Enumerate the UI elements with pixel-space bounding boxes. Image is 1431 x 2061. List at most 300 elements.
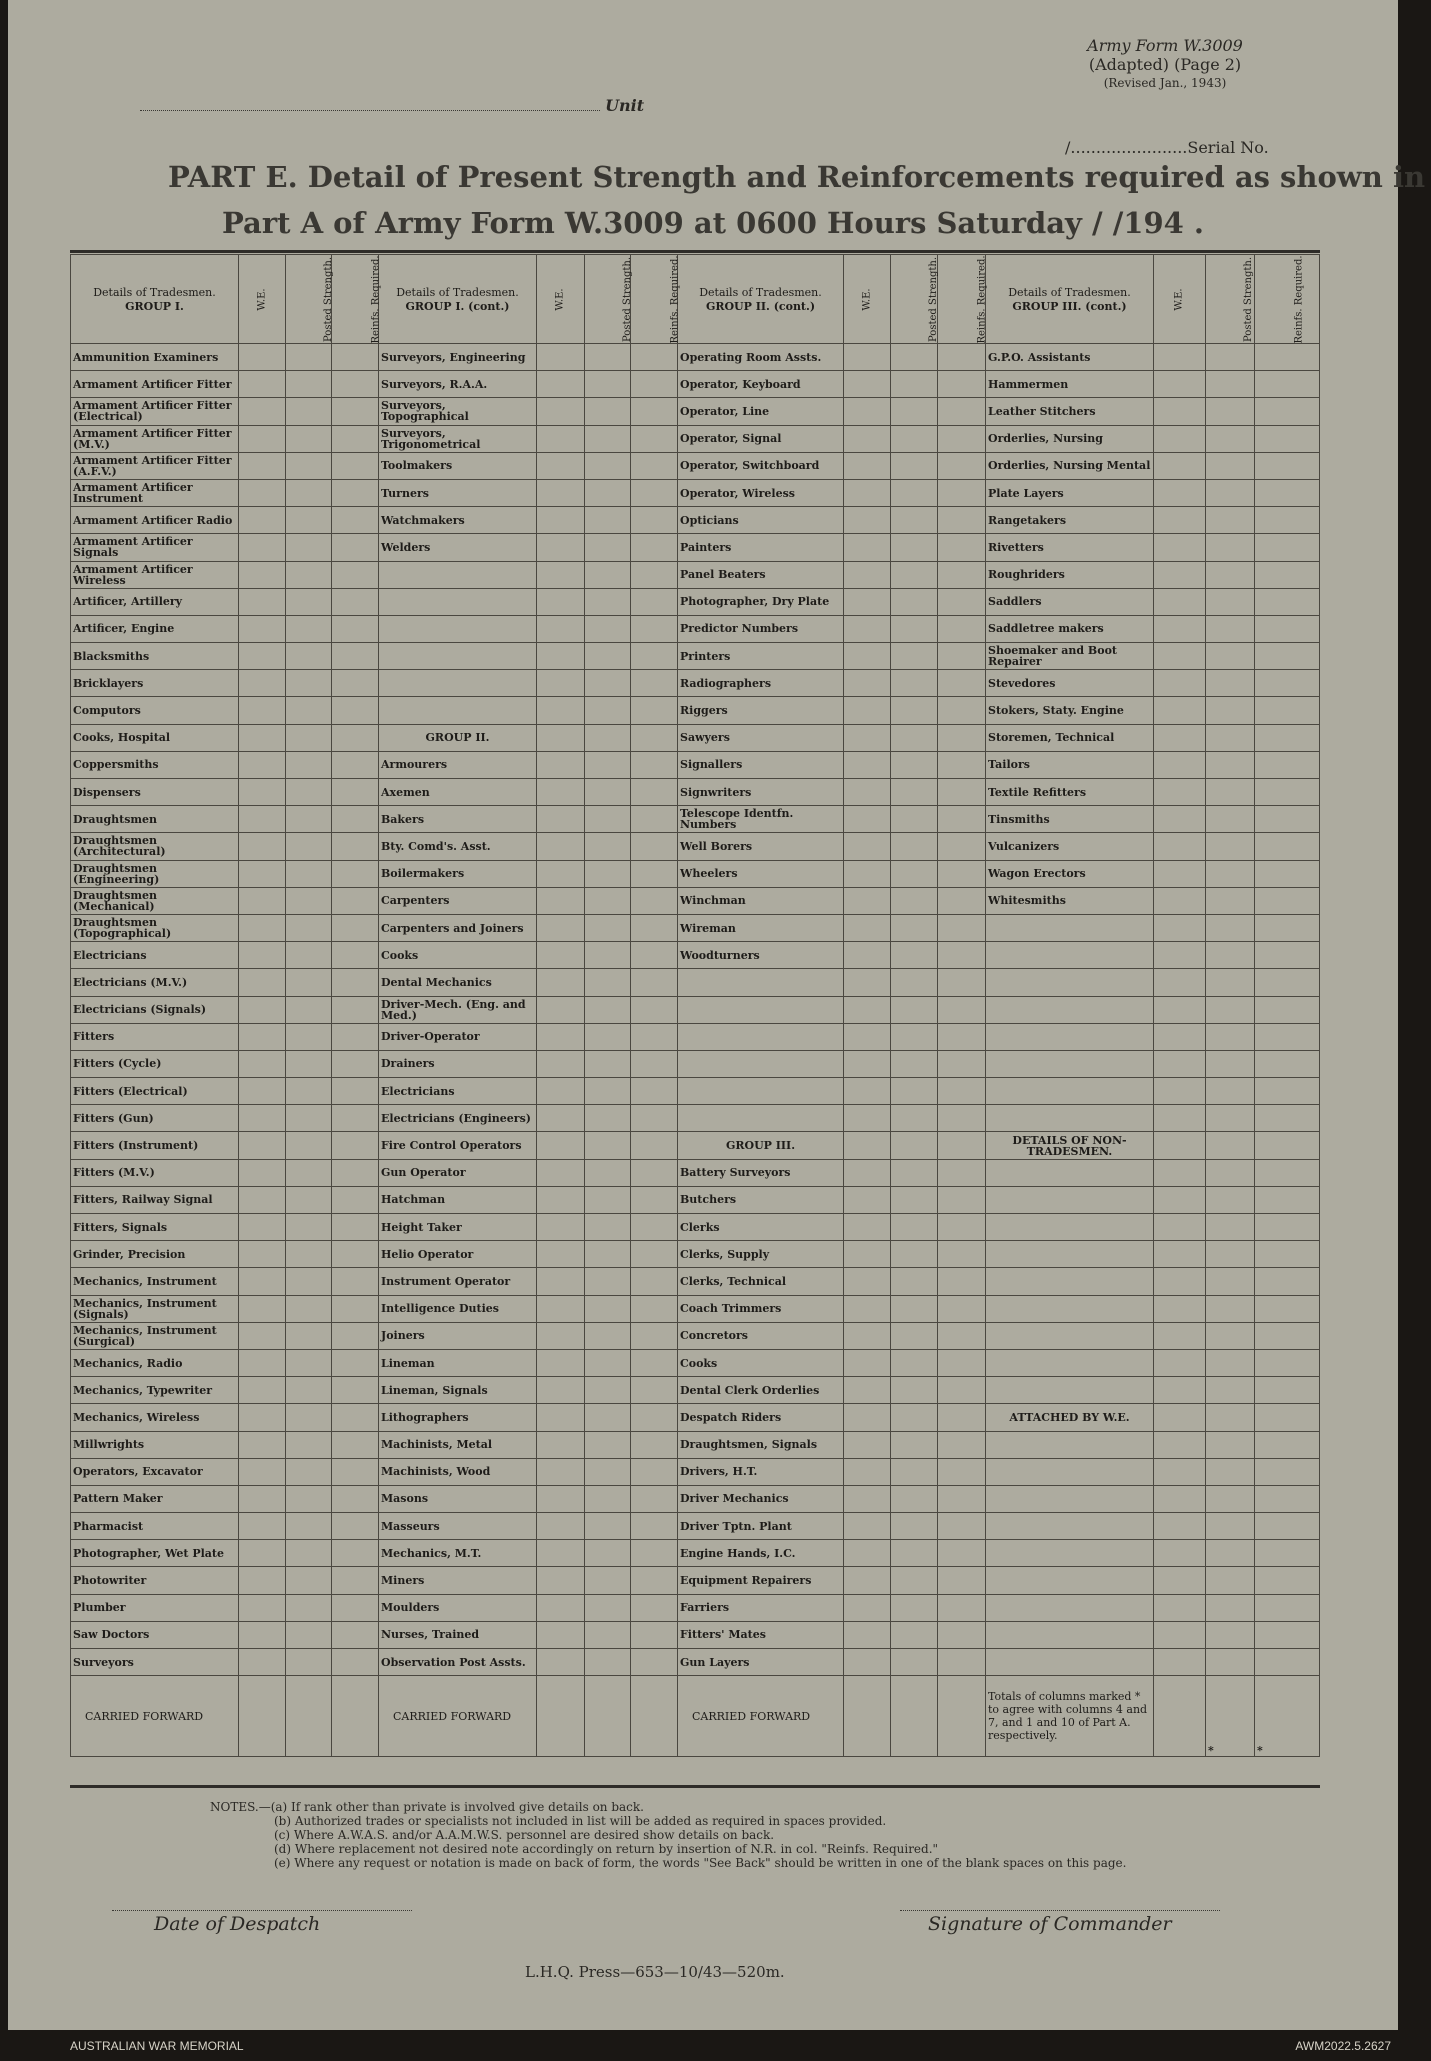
we-cell[interactable] xyxy=(537,1349,585,1376)
posted-cell[interactable] xyxy=(585,1377,631,1404)
we-cell[interactable] xyxy=(1154,1050,1206,1077)
reinfs-cell[interactable] xyxy=(631,1513,678,1540)
we-cell[interactable] xyxy=(537,751,585,778)
we-cell[interactable] xyxy=(537,670,585,697)
we-cell[interactable] xyxy=(844,942,891,969)
reinfs-cell[interactable] xyxy=(1255,1458,1320,1485)
we-cell[interactable] xyxy=(1154,1621,1206,1648)
reinfs-cell[interactable] xyxy=(631,425,678,452)
we-cell[interactable] xyxy=(1154,344,1206,371)
we-cell[interactable] xyxy=(537,833,585,860)
reinfs-cell[interactable] xyxy=(938,643,986,670)
we-cell[interactable] xyxy=(1154,1649,1206,1676)
posted-cell[interactable] xyxy=(891,1540,938,1567)
posted-cell[interactable] xyxy=(891,1295,938,1322)
we-cell[interactable] xyxy=(844,479,891,506)
posted-cell[interactable] xyxy=(286,534,332,561)
posted-cell[interactable] xyxy=(286,779,332,806)
posted-cell[interactable] xyxy=(1206,1078,1255,1105)
posted-cell[interactable] xyxy=(286,1485,332,1512)
posted-cell[interactable] xyxy=(891,724,938,751)
posted-cell[interactable] xyxy=(1206,914,1255,941)
posted-cell[interactable] xyxy=(585,1404,631,1431)
reinfs-cell[interactable] xyxy=(1255,914,1320,941)
we-cell[interactable] xyxy=(844,751,891,778)
posted-cell[interactable] xyxy=(286,1431,332,1458)
we-cell[interactable] xyxy=(239,1621,286,1648)
we-cell[interactable] xyxy=(239,1186,286,1213)
posted-cell[interactable] xyxy=(585,969,631,996)
reinfs-cell[interactable] xyxy=(938,697,986,724)
posted-cell[interactable] xyxy=(585,751,631,778)
reinfs-cell[interactable] xyxy=(938,1567,986,1594)
posted-cell[interactable] xyxy=(585,833,631,860)
we-cell[interactable] xyxy=(1154,1023,1206,1050)
reinfs-cell[interactable] xyxy=(332,1594,379,1621)
we-cell[interactable] xyxy=(1154,1458,1206,1485)
we-cell[interactable] xyxy=(844,914,891,941)
posted-cell[interactable] xyxy=(891,1676,938,1757)
reinfs-cell[interactable] xyxy=(938,1404,986,1431)
posted-cell[interactable] xyxy=(286,914,332,941)
reinfs-cell[interactable] xyxy=(332,1540,379,1567)
we-cell[interactable] xyxy=(537,724,585,751)
we-cell[interactable] xyxy=(537,398,585,425)
reinfs-cell[interactable] xyxy=(332,806,379,833)
reinfs-cell[interactable] xyxy=(332,1431,379,1458)
we-cell[interactable] xyxy=(537,1485,585,1512)
we-cell[interactable] xyxy=(239,425,286,452)
we-cell[interactable] xyxy=(537,371,585,398)
we-cell[interactable] xyxy=(537,1214,585,1241)
we-cell[interactable] xyxy=(1154,507,1206,534)
reinfs-cell[interactable] xyxy=(1255,588,1320,615)
reinfs-cell[interactable] xyxy=(1255,561,1320,588)
posted-cell[interactable] xyxy=(1206,751,1255,778)
we-cell[interactable] xyxy=(844,1621,891,1648)
reinfs-cell[interactable] xyxy=(938,344,986,371)
reinfs-cell[interactable] xyxy=(1255,724,1320,751)
we-cell[interactable] xyxy=(844,1649,891,1676)
we-cell[interactable] xyxy=(844,697,891,724)
posted-cell[interactable] xyxy=(891,398,938,425)
reinfs-cell[interactable] xyxy=(332,942,379,969)
posted-cell[interactable] xyxy=(1206,1458,1255,1485)
posted-cell[interactable] xyxy=(891,1621,938,1648)
reinfs-cell[interactable] xyxy=(631,1214,678,1241)
posted-cell[interactable] xyxy=(1206,507,1255,534)
posted-cell[interactable] xyxy=(891,479,938,506)
we-cell[interactable] xyxy=(844,1540,891,1567)
we-cell[interactable] xyxy=(844,779,891,806)
reinfs-cell[interactable] xyxy=(332,1132,379,1159)
posted-cell[interactable] xyxy=(585,425,631,452)
reinfs-cell[interactable] xyxy=(938,507,986,534)
posted-cell[interactable] xyxy=(1206,1132,1255,1159)
reinfs-cell[interactable] xyxy=(1255,534,1320,561)
posted-cell[interactable] xyxy=(286,371,332,398)
we-cell[interactable] xyxy=(844,1078,891,1105)
we-cell[interactable] xyxy=(239,1322,286,1349)
posted-cell[interactable] xyxy=(891,1078,938,1105)
reinfs-cell[interactable] xyxy=(332,479,379,506)
reinfs-cell[interactable] xyxy=(1255,833,1320,860)
reinfs-cell[interactable] xyxy=(938,1186,986,1213)
we-cell[interactable] xyxy=(239,1431,286,1458)
reinfs-cell[interactable] xyxy=(332,1295,379,1322)
posted-cell[interactable] xyxy=(1206,425,1255,452)
we-cell[interactable] xyxy=(537,1322,585,1349)
posted-cell[interactable] xyxy=(286,1676,332,1757)
posted-cell[interactable] xyxy=(891,1105,938,1132)
posted-total-cell[interactable]: * xyxy=(1206,1676,1255,1757)
we-cell[interactable] xyxy=(1154,887,1206,914)
we-cell[interactable] xyxy=(844,1023,891,1050)
posted-cell[interactable] xyxy=(1206,1540,1255,1567)
reinfs-cell[interactable] xyxy=(631,344,678,371)
reinfs-cell[interactable] xyxy=(1255,371,1320,398)
we-cell[interactable] xyxy=(239,1513,286,1540)
reinfs-cell[interactable] xyxy=(332,1377,379,1404)
posted-cell[interactable] xyxy=(585,452,631,479)
posted-cell[interactable] xyxy=(891,1649,938,1676)
posted-cell[interactable] xyxy=(286,1050,332,1077)
reinfs-cell[interactable] xyxy=(332,1404,379,1431)
posted-cell[interactable] xyxy=(286,1295,332,1322)
we-cell[interactable] xyxy=(239,1649,286,1676)
posted-cell[interactable] xyxy=(286,1649,332,1676)
we-cell[interactable] xyxy=(1154,942,1206,969)
reinfs-cell[interactable] xyxy=(631,534,678,561)
reinfs-cell[interactable] xyxy=(631,1159,678,1186)
we-cell[interactable] xyxy=(537,1078,585,1105)
reinfs-cell[interactable] xyxy=(938,887,986,914)
posted-cell[interactable] xyxy=(286,507,332,534)
reinfs-cell[interactable] xyxy=(332,1485,379,1512)
posted-cell[interactable] xyxy=(585,1540,631,1567)
we-cell[interactable] xyxy=(1154,1214,1206,1241)
reinfs-cell[interactable] xyxy=(631,479,678,506)
we-cell[interactable] xyxy=(239,969,286,996)
posted-cell[interactable] xyxy=(286,643,332,670)
reinfs-cell[interactable] xyxy=(1255,1649,1320,1676)
posted-cell[interactable] xyxy=(1206,779,1255,806)
we-cell[interactable] xyxy=(537,534,585,561)
reinfs-cell[interactable] xyxy=(1255,615,1320,642)
posted-cell[interactable] xyxy=(585,1431,631,1458)
reinfs-cell[interactable] xyxy=(332,1241,379,1268)
posted-cell[interactable] xyxy=(1206,1105,1255,1132)
we-cell[interactable] xyxy=(537,1676,585,1757)
posted-cell[interactable] xyxy=(585,615,631,642)
posted-cell[interactable] xyxy=(1206,1214,1255,1241)
reinfs-cell[interactable] xyxy=(332,425,379,452)
we-cell[interactable] xyxy=(537,1513,585,1540)
reinfs-cell[interactable] xyxy=(631,860,678,887)
reinfs-cell[interactable] xyxy=(938,1458,986,1485)
reinfs-cell[interactable] xyxy=(332,398,379,425)
posted-cell[interactable] xyxy=(286,1023,332,1050)
reinfs-cell[interactable] xyxy=(1255,887,1320,914)
reinfs-cell[interactable] xyxy=(631,779,678,806)
we-cell[interactable] xyxy=(537,344,585,371)
we-cell[interactable] xyxy=(537,969,585,996)
we-cell[interactable] xyxy=(1154,1268,1206,1295)
reinfs-cell[interactable] xyxy=(631,1295,678,1322)
posted-cell[interactable] xyxy=(1206,1377,1255,1404)
we-cell[interactable] xyxy=(844,1676,891,1757)
posted-cell[interactable] xyxy=(585,806,631,833)
posted-cell[interactable] xyxy=(585,1322,631,1349)
we-cell[interactable] xyxy=(1154,1105,1206,1132)
reinfs-cell[interactable] xyxy=(938,615,986,642)
reinfs-cell[interactable] xyxy=(332,996,379,1023)
posted-cell[interactable] xyxy=(891,1349,938,1376)
reinfs-cell[interactable] xyxy=(631,996,678,1023)
posted-cell[interactable] xyxy=(1206,1404,1255,1431)
posted-cell[interactable] xyxy=(286,1241,332,1268)
we-cell[interactable] xyxy=(537,1050,585,1077)
reinfs-cell[interactable] xyxy=(938,1295,986,1322)
reinfs-cell[interactable] xyxy=(1255,1349,1320,1376)
reinfs-cell[interactable] xyxy=(1255,1050,1320,1077)
posted-cell[interactable] xyxy=(286,860,332,887)
posted-cell[interactable] xyxy=(891,1485,938,1512)
reinfs-cell[interactable] xyxy=(631,1458,678,1485)
reinfs-cell[interactable] xyxy=(332,860,379,887)
we-cell[interactable] xyxy=(239,996,286,1023)
reinfs-cell[interactable] xyxy=(631,588,678,615)
posted-cell[interactable] xyxy=(286,344,332,371)
posted-cell[interactable] xyxy=(891,1132,938,1159)
reinfs-cell[interactable] xyxy=(1255,1377,1320,1404)
we-cell[interactable] xyxy=(1154,779,1206,806)
posted-cell[interactable] xyxy=(891,588,938,615)
reinfs-cell[interactable] xyxy=(631,914,678,941)
reinfs-total-cell[interactable]: * xyxy=(1255,1676,1320,1757)
we-cell[interactable] xyxy=(239,344,286,371)
we-cell[interactable] xyxy=(1154,371,1206,398)
reinfs-cell[interactable] xyxy=(332,751,379,778)
we-cell[interactable] xyxy=(239,1676,286,1757)
reinfs-cell[interactable] xyxy=(631,1241,678,1268)
reinfs-cell[interactable] xyxy=(1255,1132,1320,1159)
we-cell[interactable] xyxy=(844,996,891,1023)
we-cell[interactable] xyxy=(537,860,585,887)
we-cell[interactable] xyxy=(537,1377,585,1404)
reinfs-cell[interactable] xyxy=(1255,1322,1320,1349)
we-cell[interactable] xyxy=(239,1404,286,1431)
reinfs-cell[interactable] xyxy=(938,398,986,425)
we-cell[interactable] xyxy=(1154,425,1206,452)
posted-cell[interactable] xyxy=(1206,1023,1255,1050)
reinfs-cell[interactable] xyxy=(631,643,678,670)
posted-cell[interactable] xyxy=(286,670,332,697)
reinfs-cell[interactable] xyxy=(631,398,678,425)
posted-cell[interactable] xyxy=(1206,452,1255,479)
reinfs-cell[interactable] xyxy=(631,1105,678,1132)
posted-cell[interactable] xyxy=(286,1159,332,1186)
we-cell[interactable] xyxy=(1154,751,1206,778)
posted-cell[interactable] xyxy=(1206,398,1255,425)
reinfs-cell[interactable] xyxy=(332,833,379,860)
we-cell[interactable] xyxy=(844,1485,891,1512)
posted-cell[interactable] xyxy=(286,942,332,969)
we-cell[interactable] xyxy=(239,507,286,534)
posted-cell[interactable] xyxy=(1206,561,1255,588)
posted-cell[interactable] xyxy=(891,1159,938,1186)
reinfs-cell[interactable] xyxy=(332,1458,379,1485)
we-cell[interactable] xyxy=(537,643,585,670)
we-cell[interactable] xyxy=(844,1132,891,1159)
posted-cell[interactable] xyxy=(891,1023,938,1050)
reinfs-cell[interactable] xyxy=(1255,1594,1320,1621)
reinfs-cell[interactable] xyxy=(332,1159,379,1186)
we-cell[interactable] xyxy=(239,1458,286,1485)
posted-cell[interactable] xyxy=(1206,860,1255,887)
we-cell[interactable] xyxy=(239,1268,286,1295)
posted-cell[interactable] xyxy=(1206,1159,1255,1186)
posted-cell[interactable] xyxy=(286,1322,332,1349)
we-cell[interactable] xyxy=(537,1023,585,1050)
posted-cell[interactable] xyxy=(585,344,631,371)
reinfs-cell[interactable] xyxy=(938,1214,986,1241)
we-cell[interactable] xyxy=(844,643,891,670)
we-cell[interactable] xyxy=(1154,615,1206,642)
reinfs-cell[interactable] xyxy=(332,1186,379,1213)
we-cell[interactable] xyxy=(239,779,286,806)
we-cell[interactable] xyxy=(1154,1404,1206,1431)
posted-cell[interactable] xyxy=(891,371,938,398)
posted-cell[interactable] xyxy=(585,1078,631,1105)
reinfs-cell[interactable] xyxy=(938,1268,986,1295)
posted-cell[interactable] xyxy=(585,588,631,615)
posted-cell[interactable] xyxy=(1206,1513,1255,1540)
reinfs-cell[interactable] xyxy=(1255,1567,1320,1594)
reinfs-cell[interactable] xyxy=(938,996,986,1023)
we-cell[interactable] xyxy=(537,588,585,615)
posted-cell[interactable] xyxy=(891,1268,938,1295)
posted-cell[interactable] xyxy=(585,1214,631,1241)
reinfs-cell[interactable] xyxy=(631,942,678,969)
reinfs-cell[interactable] xyxy=(1255,1241,1320,1268)
posted-cell[interactable] xyxy=(585,996,631,1023)
we-cell[interactable] xyxy=(1154,1322,1206,1349)
we-cell[interactable] xyxy=(1154,1540,1206,1567)
we-cell[interactable] xyxy=(1154,1295,1206,1322)
reinfs-cell[interactable] xyxy=(332,534,379,561)
reinfs-cell[interactable] xyxy=(1255,398,1320,425)
posted-cell[interactable] xyxy=(585,697,631,724)
reinfs-cell[interactable] xyxy=(1255,425,1320,452)
reinfs-cell[interactable] xyxy=(938,1485,986,1512)
we-cell[interactable] xyxy=(844,1594,891,1621)
reinfs-cell[interactable] xyxy=(631,615,678,642)
we-cell[interactable] xyxy=(844,1322,891,1349)
posted-cell[interactable] xyxy=(891,1431,938,1458)
we-cell[interactable] xyxy=(1154,1676,1206,1757)
reinfs-cell[interactable] xyxy=(332,1050,379,1077)
we-cell[interactable] xyxy=(844,1268,891,1295)
we-cell[interactable] xyxy=(239,398,286,425)
posted-cell[interactable] xyxy=(286,561,332,588)
we-cell[interactable] xyxy=(239,806,286,833)
we-cell[interactable] xyxy=(844,615,891,642)
reinfs-cell[interactable] xyxy=(1255,1078,1320,1105)
reinfs-cell[interactable] xyxy=(1255,1513,1320,1540)
posted-cell[interactable] xyxy=(585,1186,631,1213)
posted-cell[interactable] xyxy=(1206,833,1255,860)
reinfs-cell[interactable] xyxy=(938,1050,986,1077)
reinfs-cell[interactable] xyxy=(332,588,379,615)
posted-cell[interactable] xyxy=(585,398,631,425)
we-cell[interactable] xyxy=(844,1186,891,1213)
we-cell[interactable] xyxy=(1154,1241,1206,1268)
posted-cell[interactable] xyxy=(891,425,938,452)
reinfs-cell[interactable] xyxy=(332,1214,379,1241)
posted-cell[interactable] xyxy=(585,724,631,751)
we-cell[interactable] xyxy=(537,1431,585,1458)
we-cell[interactable] xyxy=(1154,643,1206,670)
posted-cell[interactable] xyxy=(286,969,332,996)
reinfs-cell[interactable] xyxy=(938,425,986,452)
reinfs-cell[interactable] xyxy=(631,1132,678,1159)
reinfs-cell[interactable] xyxy=(938,371,986,398)
posted-cell[interactable] xyxy=(891,833,938,860)
reinfs-cell[interactable] xyxy=(332,561,379,588)
reinfs-cell[interactable] xyxy=(631,1186,678,1213)
reinfs-cell[interactable] xyxy=(938,1377,986,1404)
posted-cell[interactable] xyxy=(891,643,938,670)
posted-cell[interactable] xyxy=(585,1268,631,1295)
we-cell[interactable] xyxy=(1154,1431,1206,1458)
reinfs-cell[interactable] xyxy=(631,507,678,534)
reinfs-cell[interactable] xyxy=(1255,1621,1320,1648)
posted-cell[interactable] xyxy=(286,615,332,642)
we-cell[interactable] xyxy=(239,1377,286,1404)
posted-cell[interactable] xyxy=(891,1214,938,1241)
reinfs-cell[interactable] xyxy=(332,887,379,914)
we-cell[interactable] xyxy=(844,1105,891,1132)
posted-cell[interactable] xyxy=(585,1513,631,1540)
reinfs-cell[interactable] xyxy=(938,833,986,860)
we-cell[interactable] xyxy=(537,615,585,642)
reinfs-cell[interactable] xyxy=(1255,1404,1320,1431)
posted-cell[interactable] xyxy=(1206,1295,1255,1322)
we-cell[interactable] xyxy=(537,1458,585,1485)
we-cell[interactable] xyxy=(537,425,585,452)
reinfs-cell[interactable] xyxy=(938,1431,986,1458)
we-cell[interactable] xyxy=(1154,1594,1206,1621)
reinfs-cell[interactable] xyxy=(631,1649,678,1676)
posted-cell[interactable] xyxy=(286,751,332,778)
posted-cell[interactable] xyxy=(286,1214,332,1241)
reinfs-cell[interactable] xyxy=(332,371,379,398)
we-cell[interactable] xyxy=(537,1621,585,1648)
posted-cell[interactable] xyxy=(1206,1621,1255,1648)
posted-cell[interactable] xyxy=(891,507,938,534)
posted-cell[interactable] xyxy=(1206,996,1255,1023)
posted-cell[interactable] xyxy=(286,1513,332,1540)
we-cell[interactable] xyxy=(239,1132,286,1159)
reinfs-cell[interactable] xyxy=(938,1540,986,1567)
we-cell[interactable] xyxy=(239,833,286,860)
reinfs-cell[interactable] xyxy=(1255,1540,1320,1567)
posted-cell[interactable] xyxy=(1206,942,1255,969)
posted-cell[interactable] xyxy=(585,1649,631,1676)
we-cell[interactable] xyxy=(1154,860,1206,887)
reinfs-cell[interactable] xyxy=(938,1676,986,1757)
